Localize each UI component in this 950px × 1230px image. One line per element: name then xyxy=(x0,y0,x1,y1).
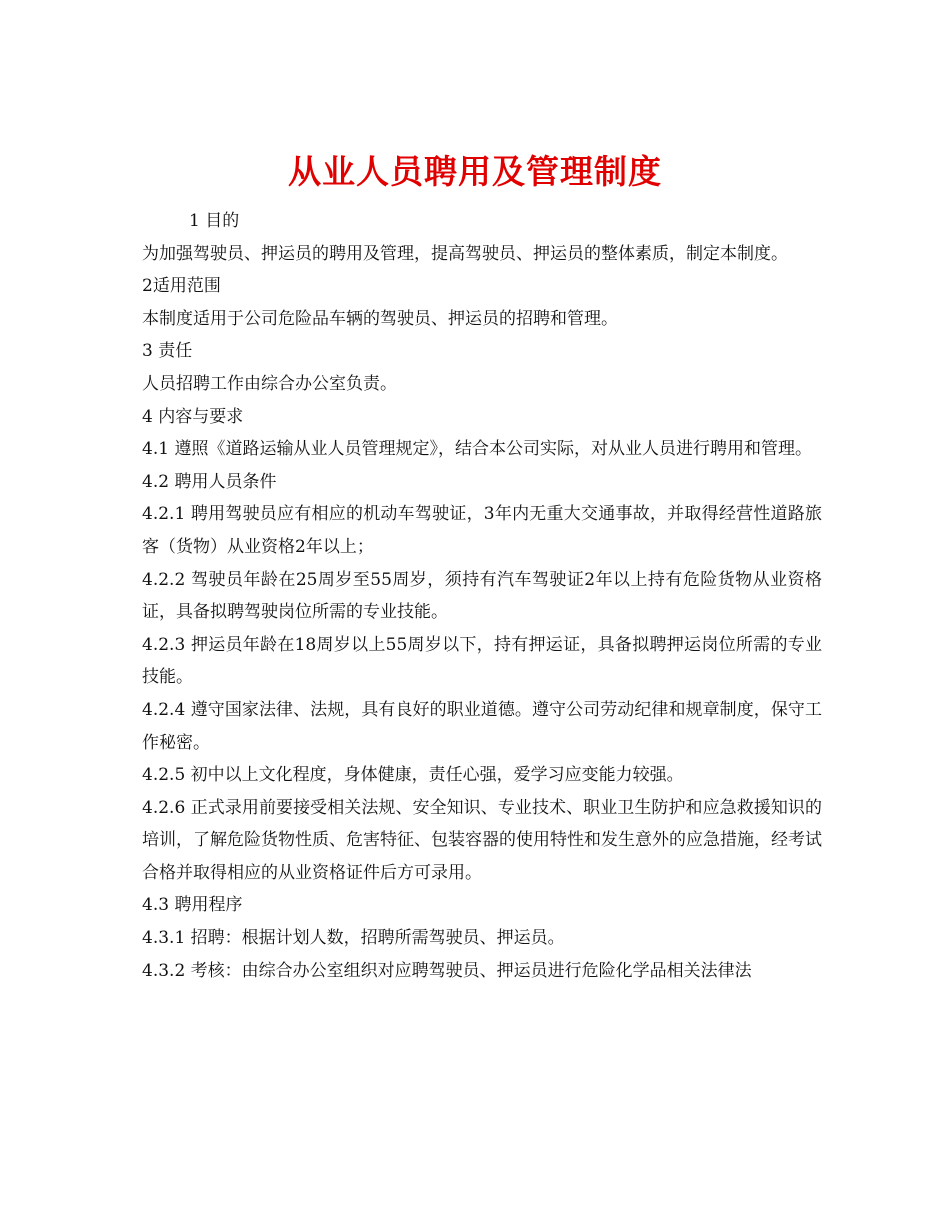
clause-4-3-2: 4.3.2 考核：由综合办公室组织对应聘驾驶员、押运员进行危险化学品相关法律法 xyxy=(142,960,752,981)
clause-4-1: 4.1 遵照《道路运输从业人员管理规定》，结合本公司实际，对从业人员进行聘用和管理。 xyxy=(142,439,812,460)
section-heading-purpose: 1 目的 xyxy=(189,211,240,231)
clause-4-2-2: 4.2.2 驾驶员年龄在25周岁至55周岁，须持有汽车驾驶证2年以上持有危险货物从业资格证，具备拟聘驾驶岗位所需的专业技能。 xyxy=(142,569,822,623)
paragraph-responsibility: 人员招聘工作由综合办公室负责。 xyxy=(142,373,397,394)
clause-4-2-4: 4.2.4 遵守国家法律、法规，具有良好的职业道德。遵守公司劳动纪律和规章制度，保守工作秘密。 xyxy=(142,699,822,753)
clause-4-2-3: 4.2.3 押运员年龄在18周岁以上55周岁以下，持有押运证，具备拟聘押运岗位所需的专业技能。 xyxy=(142,634,822,688)
clause-4-2-5: 4.2.5 初中以上文化程度，身体健康，责任心强，爱学习应变能力较强。 xyxy=(142,765,684,786)
paragraph-scope: 本制度适用于公司危险品车辆的驾驶员、押运员的招聘和管理。 xyxy=(142,308,618,329)
section-heading-scope: 2适用范围 xyxy=(142,276,221,297)
section-heading-responsibility: 3 责任 xyxy=(142,341,193,362)
clause-4-2-1: 4.2.1 聘用驾驶员应有相应的机动车驾驶证，3年内无重大交通事故，并取得经营性道路旅客（货物）从业资格2年以上； xyxy=(142,504,822,557)
document-body xyxy=(142,205,822,987)
clause-4-2: 4.2 聘用人员条件 xyxy=(142,471,277,492)
paragraph-purpose: 为加强驾驶员、押运员的聘用及管理，提高驾驶员、押运员的整体素质，制定本制度。 xyxy=(142,243,788,264)
section-heading-content: 4 内容与要求 xyxy=(142,406,244,427)
clause-4-2-6: 4.2.6 正式录用前要接受相关法规、安全知识、专业技术、职业卫生防护和应急救援知识的培训，了解危险货物性质、危害特征、包装容器的使用特性和发生意外的应急措施，经考试合格并取得相应的从业资格证件后方可录用。 xyxy=(142,797,822,883)
clause-4-3-1: 4.3.1 招聘：根据计划人数，招聘所需驾驶员、押运员。 xyxy=(142,928,565,949)
clause-4-3: 4.3 聘用程序 xyxy=(142,895,243,916)
document-title: 从业人员聘用及管理制度 xyxy=(288,152,662,192)
